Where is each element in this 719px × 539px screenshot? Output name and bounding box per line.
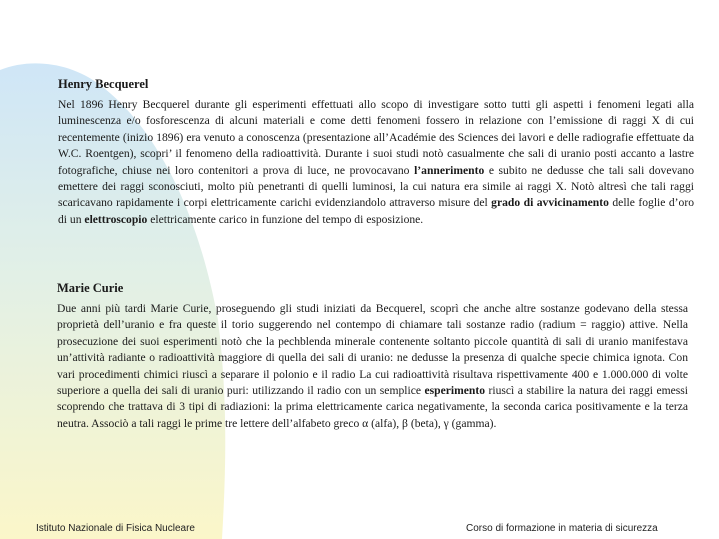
heading-becquerel: Henry Becquerel bbox=[58, 77, 149, 91]
footer-right-course: Corso di formazione in materia di sicurezza bbox=[466, 523, 658, 534]
heading-curie: Marie Curie bbox=[57, 281, 124, 295]
paragraph-curie: Due anni più tardi Marie Curie, proseguendo gli studi iniziati da Becquerel, scoprì che anche altre sostanze godevano della stessa proprietà dell’uranio e fra queste il torio suggerendo nel contempo di chiamare tali sostanze radio (radium = raggio) attive. Nella prosecuzione dei suoi esperimenti notò che la pechblenda minerale contenente soltanto piccole quantità di sali di uranio manifestava un’attività radiante o radioattività maggiore di quella dei sali di uranio: ne dedusse la presenza di qualche specie chimica ignota. Con vari procedimenti chimici riuscì a separare il polonio e il radio La cui radioattività risultava rispettivamente 400 e 1.000.000 di volte superiore a quella dei sali di uranio puri: utilizzando il radio con un semplice esperimento riuscì a stabilire la natura dei raggi emessi scoprendo che trattava di 3 tipi di radiazioni: la prima elettricamente carica negativamente, la seconda carica positivamente e la terza neutra. Associò a tali raggi le prime tre lettere dell’alfabeto greco α (alfa), β (beta), γ (gamma). bbox=[57, 302, 688, 430]
paragraph-becquerel: Nel 1896 Henry Becquerel durante gli esperimenti effettuati allo scopo di investigare sotto tutti gli aspetti i fenomeni legati alla luminescenza e/o fosforescenza di alcuni materiali e come detti fenomeni fossero in relazione con l’emissione di raggi X di cui recentemente (inizio 1896) era venuto a conoscenza (presentazione all’Académie des Sciences dei lavori e delle radiografie effettuate da W.C. Roentgen), scopri’ il fenomeno della radioattività. Durante i suoi studi notò casualmente che sali di uranio posti accanto a lastre fotografiche, chiuse nei loro contenitori a prova di luce, ne provocavano l’annerimento e subito ne dedusse che tali sali dovevano emettere dei raggi sconosciuti, molto più penetranti di quelli luminosi, la cui natura era simile ai raggi X. Notò altresì che tali raggi scaricavano rapidamente i corpi elettricamente carichi evidenziandolo attraverso misure del grado di avvicinamento delle foglie d’oro di un elettroscopio elettricamente carico in funzione del tempo di esposizione. bbox=[58, 98, 695, 226]
footer-left-institute: Istituto Nazionale di Fisica Nucleare bbox=[36, 523, 195, 534]
